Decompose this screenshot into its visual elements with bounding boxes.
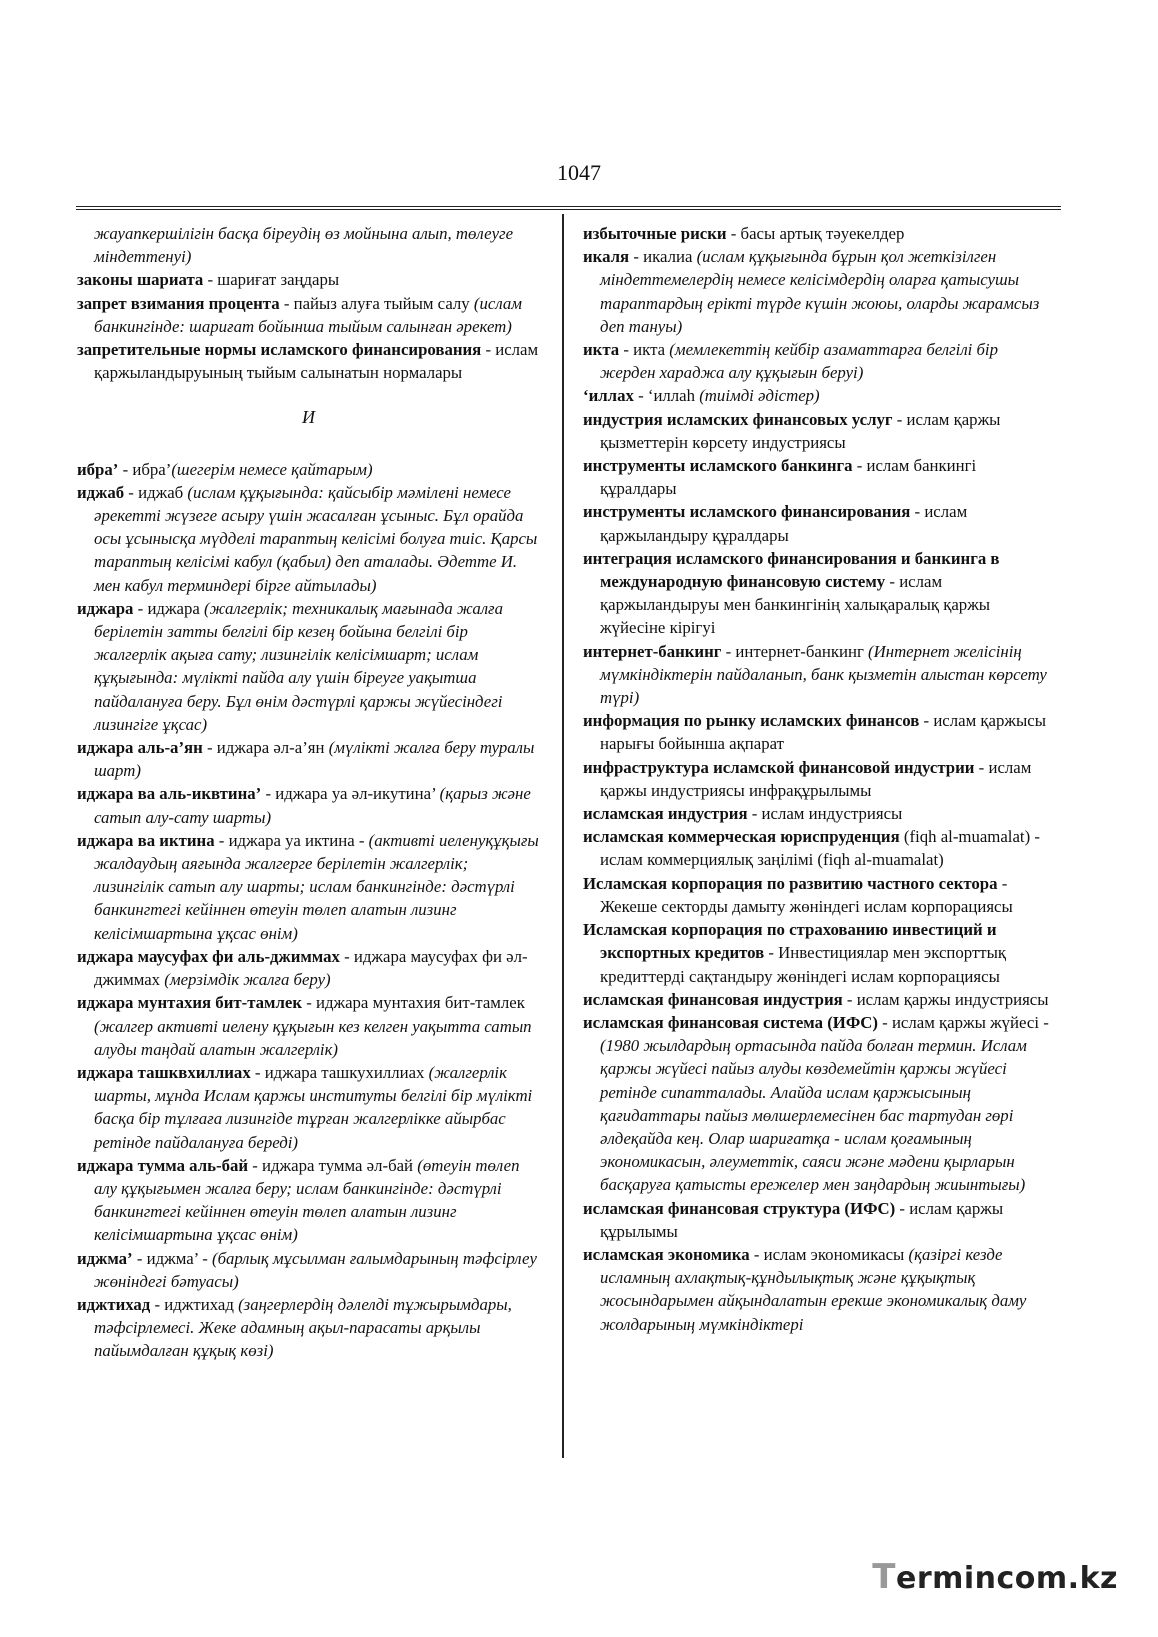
- dictionary-entry: [583, 500, 1053, 546]
- entry-separator: -: [764, 943, 779, 963]
- entry-translation: Жекеше секторды дамыту жөніндегі ислам корпорациясы: [600, 896, 1013, 916]
- site-watermark: [872, 1557, 1118, 1597]
- dictionary-entry: [77, 597, 540, 736]
- entry-term: Исламская корпорация по страхованию инвестиций и экспортных кредитов: [583, 920, 997, 963]
- dictionary-entry: [583, 454, 1053, 500]
- entry-separator: -: [842, 989, 857, 1009]
- entry-separator: -: [633, 386, 648, 406]
- entry-term: Исламская корпорация по развитию частного сектора: [583, 873, 998, 893]
- entry-translation: иджма’ -: [146, 1248, 212, 1268]
- entry-term: иджара аль-а’ян: [77, 738, 203, 758]
- entry-separator: -: [202, 738, 217, 758]
- entry-separator: -: [124, 482, 139, 502]
- entry-separator: -: [133, 598, 148, 618]
- dictionary-entry: [77, 829, 540, 945]
- dictionary-entry: [77, 1247, 540, 1293]
- entry-translation: иджара мунтахия бит-тамлек: [315, 993, 525, 1013]
- entry-translation: икта: [633, 340, 670, 360]
- entry-separator: -: [250, 1062, 265, 1082]
- entry-note: (ислам банкингінде: шариғат бойынша тыйым салынған әрекет): [94, 293, 522, 336]
- entry-separator: -: [302, 993, 316, 1013]
- entry-translation: ислам қаржы индустриясы: [856, 989, 1049, 1009]
- entry-note: (өтеуін төлеп алу құқығымен жалға беру; ислам банкингінде: дәстүрлі банкингтегі кейіннен өтеуін төлеп алатын лизинг келісімшартына ұқсас өнім): [94, 1155, 520, 1245]
- dictionary-entry: [77, 1293, 540, 1363]
- entry-term: инфраструктура исламской финансовой индустрии: [583, 757, 975, 777]
- dictionary-entry: [583, 802, 1053, 825]
- entry-separator: -: [997, 873, 1008, 893]
- entry-note: (жалгер активті иелену құқығын кез келген уақытта сатып алуды таңдай алатын жалгерлік): [94, 1016, 532, 1059]
- dictionary-entry: [583, 547, 1053, 640]
- dictionary-entry: [77, 481, 540, 597]
- entry-translation: интернет-банкинг: [735, 641, 869, 661]
- entry-separator: -: [150, 1294, 165, 1314]
- entry-term: запрет взимания процента: [77, 293, 280, 313]
- entry-separator: -: [895, 1198, 910, 1218]
- entry-note: (ислам құқығында бұрын қол жеткізілген міндеттемелердің немесе келісімдердің оларға қатысушы тараптардың ерікті түрде күшін жоюы, оларды жарамсыз деп тануы): [600, 247, 1040, 336]
- entry-separator: -: [481, 340, 496, 360]
- entry-translation: ислам қаржы индустриясы инфрақұрылымы: [600, 757, 1032, 800]
- dictionary-entry: [77, 782, 540, 828]
- entry-translation: ибра’: [132, 459, 172, 479]
- dictionary-entry: [583, 988, 1053, 1011]
- entry-translation: басы артық тәуекелдер: [740, 224, 905, 243]
- dictionary-entry: [583, 1197, 1053, 1243]
- entry-term: интернет-банкинг: [583, 641, 722, 661]
- entry-translation: ислам экономикасы: [763, 1244, 909, 1264]
- entry-translation: пайыз алуға тыйым салу: [293, 293, 474, 313]
- entry-note: (қазіргі кезде исламның ахлақтық-құндылықтық және құқықтық жосындарымен айқындалатын ерекше экономикалық даму жолдарының мүмкіндіктері: [600, 1244, 1027, 1334]
- entry-term: иджаб: [77, 482, 125, 502]
- entry-term: избыточные риски: [583, 224, 727, 243]
- entry-translation: ислам қаржыландыруы мен банкингінің халықаралық қаржы жүйесіне кірігуі: [600, 572, 991, 638]
- entry-term: икаля: [583, 247, 630, 267]
- entry-term: иджара ва аль-иквтина’: [77, 784, 262, 804]
- entry-term: ‘иллах: [583, 386, 634, 406]
- entry-translation: иджара: [147, 598, 205, 618]
- entry-separator: -: [919, 711, 934, 731]
- entry-term: исламская финансовая индустрия: [583, 989, 843, 1009]
- entry-term: инструменты исламского банкинга: [583, 456, 853, 476]
- entry-note: (мүлікті жалға беру туралы шарт): [94, 738, 535, 781]
- entry-separator: -: [721, 641, 736, 661]
- entry-translation: ислам қаржы жүйесі -: [891, 1012, 1049, 1032]
- entry-separator: -: [877, 1012, 892, 1032]
- watermark-logo-letter: T: [872, 1557, 896, 1597]
- dictionary-entry: [583, 918, 1053, 988]
- dictionary-entry: [583, 756, 1053, 802]
- entry-term: иджара: [77, 598, 134, 618]
- dictionary-entry: [77, 292, 540, 338]
- entry-term: иджара ташквхиллиах: [77, 1062, 251, 1082]
- entry-note: (мемлекеттің кейбір азаматтарға белгілі бір жерден хараджа алу құқығын беруі): [600, 340, 998, 383]
- dictionary-entry: [583, 338, 1053, 384]
- entry-separator: -: [726, 224, 741, 243]
- dictionary-entry: [77, 458, 540, 481]
- right-column: [583, 222, 1053, 1336]
- entry-separator: -: [339, 946, 354, 966]
- dictionary-entry: [77, 1061, 540, 1154]
- entry-note: (тиімді әдістер): [699, 386, 820, 406]
- entry-term: исламская экономика: [583, 1244, 750, 1264]
- dictionary-entry: [583, 640, 1053, 710]
- entry-separator: -: [214, 830, 229, 850]
- entry-note: (жалгерлік; техникалық мағынада жалға берілетін затты белгілі бір кезең бойына белгілі бір жалгерлік ақыға сату; лизингілік келісімшарт; ислам құқығында: мүлікті пайда алу үшін біреуге уақытша пайдалануға беру. Бұл өнім дәстүрлі қаржы жүйесіндегі лизингіге ұқсас): [94, 598, 503, 734]
- dictionary-entry: [583, 384, 1053, 407]
- entry-separator: -: [885, 572, 900, 592]
- entry-term: исламская финансовая структура (ИФС): [583, 1198, 896, 1218]
- dictionary-entry: [583, 872, 1053, 918]
- entry-translation: ‘иллаh: [647, 386, 700, 406]
- entry-term: исламская коммерческая юриспруденция: [583, 827, 900, 847]
- entry-translation: шариғат заңдары: [217, 270, 340, 290]
- entry-translation: икалиа: [643, 247, 697, 267]
- entry-translation: ислам қаржы құрылымы: [600, 1198, 1004, 1241]
- entry-translation: иджара уа әл-икутина’: [275, 784, 440, 804]
- entry-translation: ислам қаржысы нарығы бойынша ақпарат: [600, 711, 1046, 754]
- entry-separator: -: [747, 804, 762, 824]
- entry-translation: Инвестициялар мен экспорттық кредиттерді сақтандыру жөніндегі ислам корпорациясы: [600, 943, 1007, 986]
- dictionary-entry: [77, 338, 540, 384]
- entry-separator: -: [118, 459, 133, 479]
- entry-separator: -: [279, 293, 294, 313]
- entry-translation: ислам индустриясы: [761, 804, 903, 824]
- entry-note: (барлық мұсылман ғалымдарының тәфсірлеу жөніндегі бәтуасы): [94, 1248, 537, 1291]
- dictionary-entry: [583, 825, 1053, 871]
- entry-term: иджара тумма аль-бай: [77, 1155, 249, 1175]
- entry-separator: -: [261, 784, 276, 804]
- entry-translation: иджаб: [138, 482, 188, 502]
- dictionary-entry: [77, 268, 540, 291]
- dictionary-entry: [583, 1243, 1053, 1336]
- dictionary-entry: [77, 222, 540, 268]
- entry-note: (ислам құқығында: қайсыбір мәмілені немесе әрекетті жүзеге асыру үшін жасалған ұсыныс. Бұл орайда осы ұсынысқа мүдделі тараптың келісімі болуға тиіс. Қарсы тараптың келісімі кабул (қабыл) деп аталады. Әдетте И. мен кабул терминдері бірге айтылады): [94, 482, 538, 595]
- entry-term: индустрия исламских финансовых услуг: [583, 409, 893, 429]
- entry-translation: иджара ташкухиллиах: [264, 1062, 429, 1082]
- entry-separator: -: [852, 456, 867, 476]
- entry-translation: ислам банкингі құралдары: [600, 456, 977, 499]
- dictionary-entry: [583, 408, 1053, 454]
- header-rule: [76, 206, 1061, 210]
- entry-note: жауапкершілігін басқа біреудің өз мойнына алып, төлеуге міндеттенуі): [94, 224, 514, 267]
- entry-separator: -: [248, 1155, 263, 1175]
- entry-separator: -: [619, 340, 634, 360]
- entry-term: законы шариата: [77, 270, 204, 290]
- dictionary-entry: [77, 991, 540, 1061]
- entry-term: исламская индустрия: [583, 804, 748, 824]
- entry-separator: -: [749, 1244, 764, 1264]
- entry-term: иджара маусуфах фи аль-джиммах: [77, 946, 340, 966]
- entry-term: интеграция исламского финансирования и банкинга в международную финансовую систему: [583, 548, 1000, 592]
- entry-note: (заңгерлердің дәлелді тұжырымдары, тәфсірлемесі. Жеке адамның ақыл-парасаты арқылы пайымдалған құқық көзі): [94, 1294, 512, 1361]
- watermark-text: ermincom.kz: [895, 1561, 1118, 1596]
- entry-term: ибра’: [77, 459, 119, 479]
- entry-note: (жалгерлік шарты, мұнда Ислам қаржы институты белгілі бір мүлікті басқа бір тұлғаға лизингіде тұрған жалгерлікке айырбас ретінде пайдалануға береді): [94, 1062, 533, 1152]
- entry-separator: -: [910, 502, 925, 522]
- dictionary-entry: [583, 1011, 1053, 1197]
- entry-term: иджма’: [77, 1248, 133, 1268]
- entry-translation: ислам қаржыландыруының тыйым салынатын нормалары: [94, 340, 539, 383]
- entry-separator: -: [974, 757, 989, 777]
- entry-translation: иджтихад: [164, 1294, 239, 1314]
- entry-term: информация по рынку исламских финансов: [583, 711, 920, 731]
- entry-term: иджара мунтахия бит-тамлек: [77, 993, 302, 1013]
- entry-separator: -: [629, 247, 644, 267]
- column-divider: [562, 214, 564, 1458]
- section-letter-heading: И: [302, 407, 315, 428]
- entry-translation: иджара маусуфах фи әл-джиммах: [94, 946, 528, 990]
- entry-translation: ислам қаржыландыру құралдары: [600, 502, 968, 545]
- left-column: [77, 222, 540, 1363]
- page-number: 1047: [557, 160, 601, 185]
- entry-note: (қарыз және сатып алу-сату шарты): [94, 784, 531, 827]
- dictionary-entry: [77, 945, 540, 991]
- entry-term: запретительные нормы исламского финансирования: [77, 340, 482, 360]
- entry-note: (1980 жылдардың ортасында пайда болған термин. Ислам қаржы жүйесі пайыз алуды көздемейтін қаржы жүйесі ретінде сипатталады. Алайда ислам қаржысының қағидаттары пайыз мөлшерлемесінен бас тартудан гөрі әлдеқайда кең. Олар шариғатқа - ислам қоғамының экономикасын, әлеуметтік, саяси және мәдени қырларын басқаруға қатысты ережелер мен заңдардың жиынтығы): [600, 1036, 1027, 1195]
- dictionary-entry: [77, 736, 540, 782]
- entry-translation: иджара әл-а’ян: [216, 738, 329, 758]
- entry-translation: иджара тумма әл-бай: [262, 1155, 418, 1175]
- entry-translation: ислам қаржы қызметтерін көрсету индустриясы: [600, 409, 1001, 452]
- entry-term: иджтихад: [77, 1294, 151, 1314]
- entry-translation: (fiqh al-muamalat) - ислам коммерциялық заңілімі (fiqh al-muamalat): [600, 827, 1040, 870]
- dictionary-entry: [583, 245, 1053, 338]
- entry-separator: -: [203, 270, 218, 290]
- entry-separator: -: [132, 1248, 147, 1268]
- entry-note: (шегерім немесе қайтарым): [171, 459, 373, 479]
- dictionary-entry: [583, 222, 1053, 245]
- dictionary-entry: [583, 709, 1053, 755]
- entry-translation: иджара уа иктина -: [228, 830, 369, 850]
- entry-note: (активті иеленуқұқығы жалдаудың аяғында жалгерге берілетін жалгерлік; лизингілік сатып алу шарты; ислам банкингінде: дәстүрлі банкингтегі кейіннен өтеуін төлеп алатын лизинг келісімшартына ұқсас өнім): [94, 830, 539, 943]
- entry-note: (Интернет желісінің мүмкіндіктерін пайдаланып, банк қызметін алыстан көрсету түрі): [600, 641, 1047, 708]
- entry-term: икта: [583, 340, 620, 360]
- dictionary-entry: [77, 1154, 540, 1247]
- entry-note: (мерзімдік жалға беру): [164, 970, 331, 990]
- entry-term: исламская финансовая система (ИФС): [583, 1012, 878, 1032]
- entry-term: иджара ва иктина: [77, 830, 215, 850]
- entry-separator: -: [892, 409, 907, 429]
- entry-term: инструменты исламского финансирования: [583, 502, 911, 522]
